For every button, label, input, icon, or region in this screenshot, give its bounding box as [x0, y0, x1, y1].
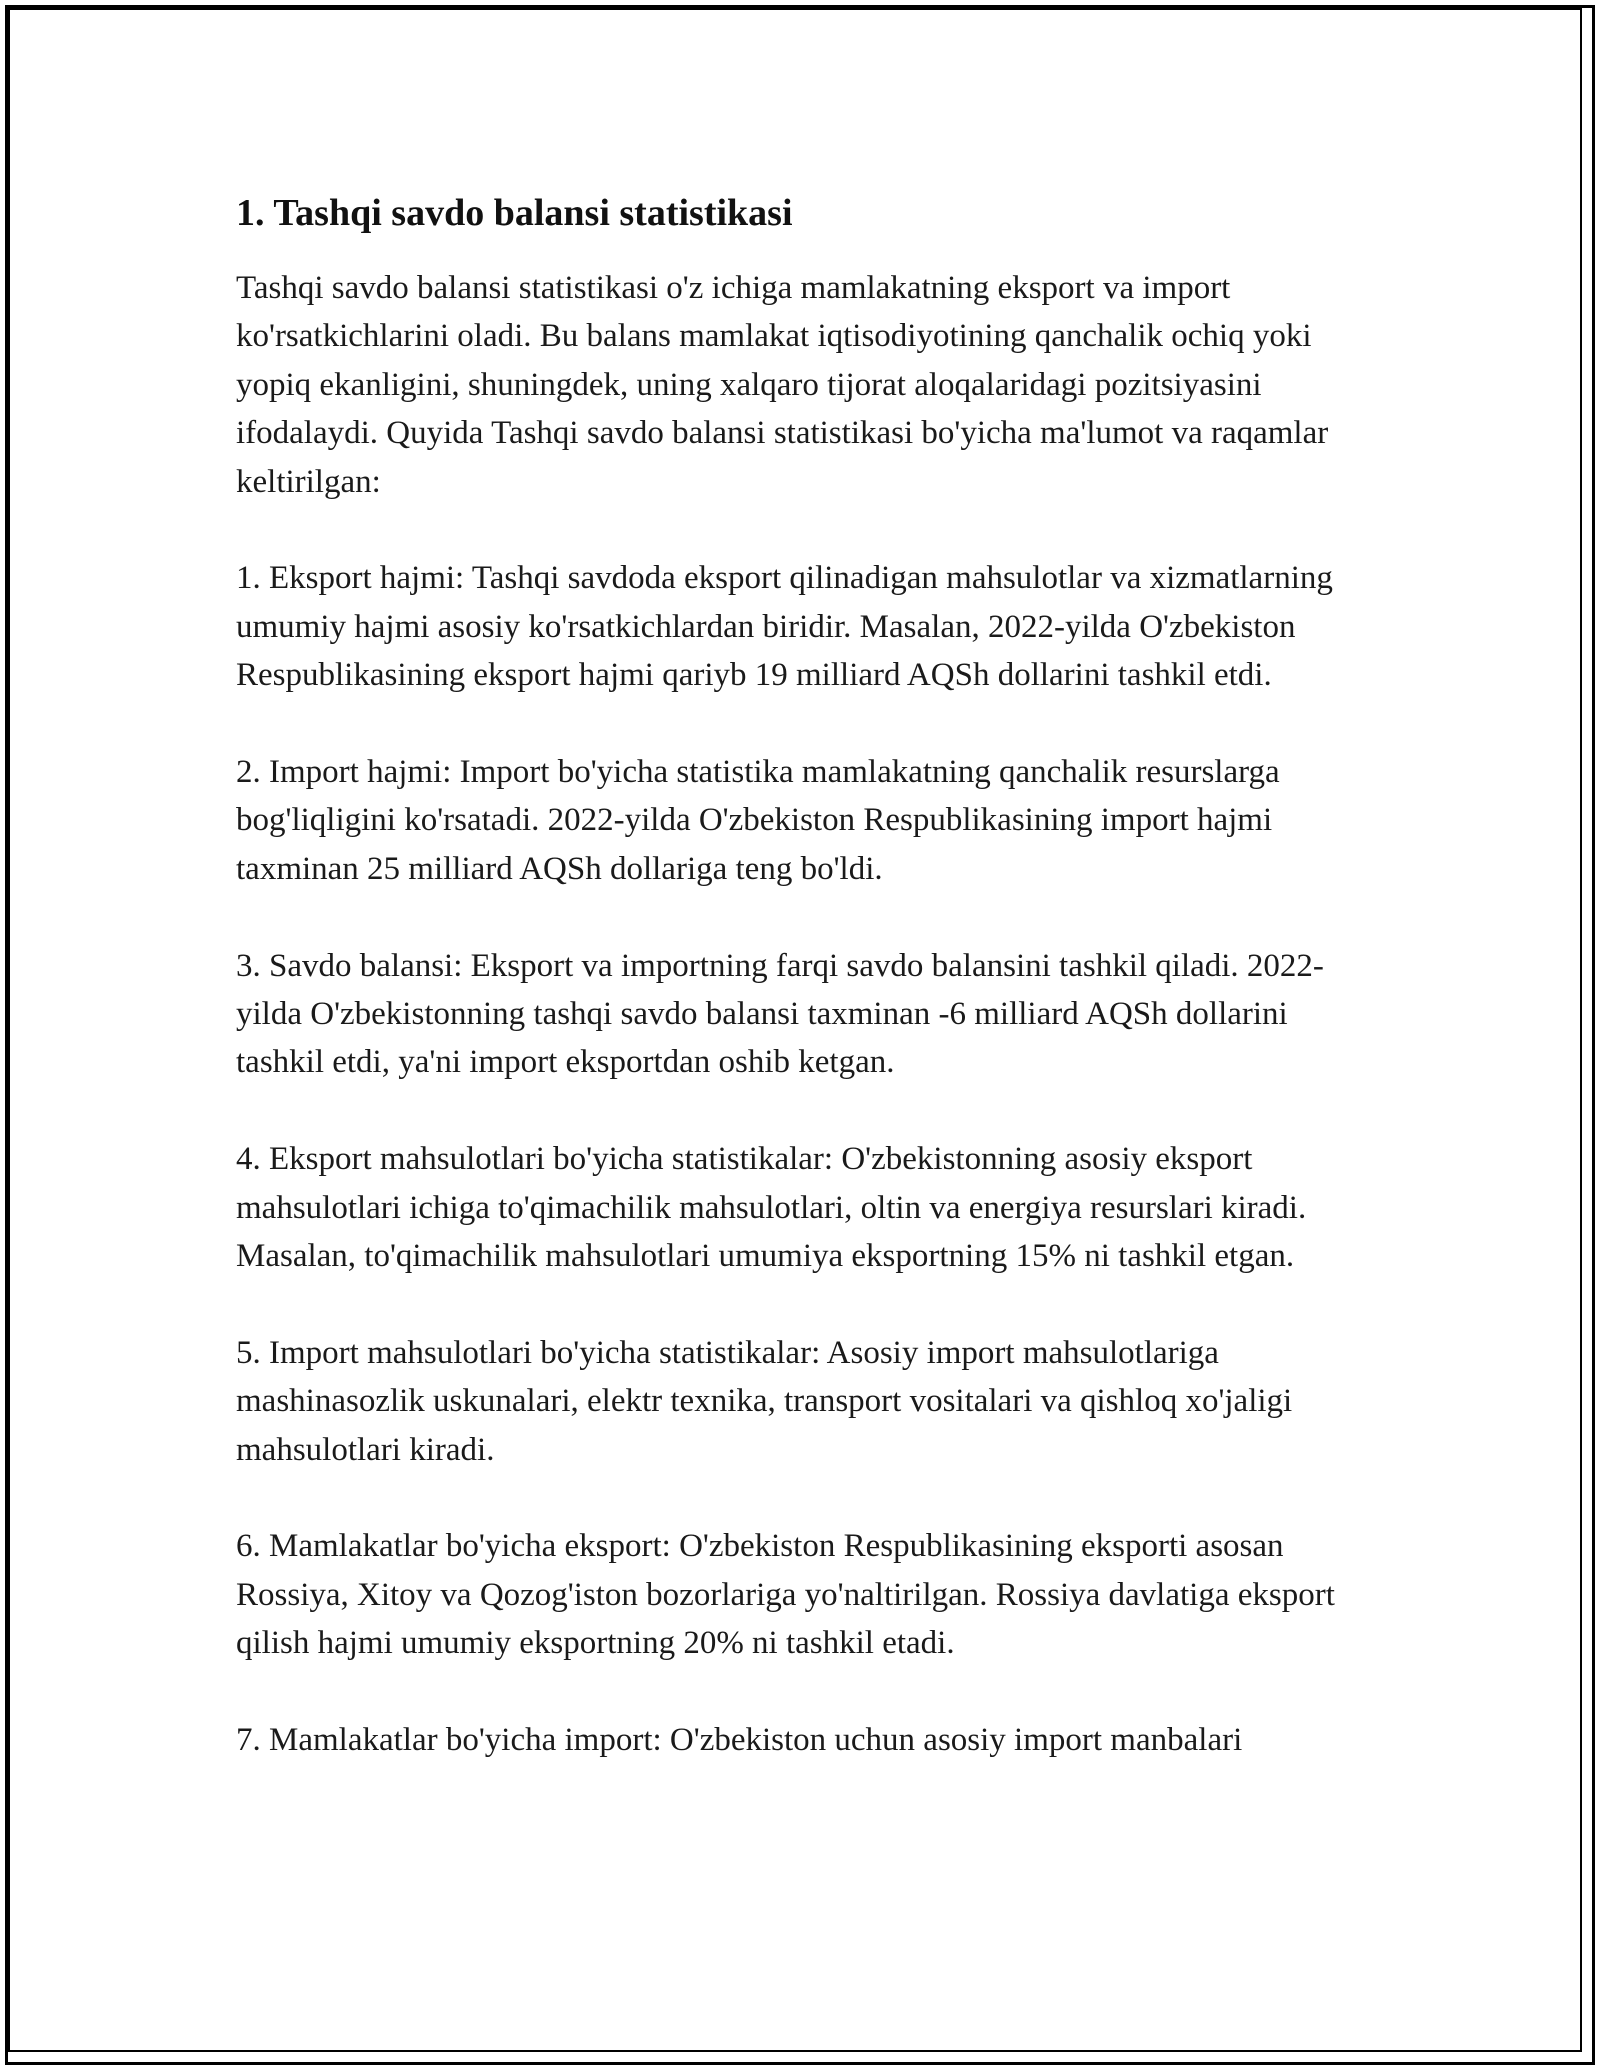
item-import-countries: 7. Mamlakatlar bo'yicha import: O'zbekiston uchun asosiy import manbalari	[236, 1722, 1243, 1759]
item-trade-balance: 3. Savdo balansi: Eksport va importning farqi savdo balansini tashkil qiladi. 2022-yilda O'zbekistonning tashqi savdo balansi taxminan -6 milliard AQSh dollarini tashkil etdi, ya'ni import eksportdan oshib ketgan.	[236, 947, 1324, 1081]
item-export-countries: 6. Mamlakatlar bo'yicha eksport: O'zbekiston Respublikasining eksporti asosan Rossiya, Xitoy va Qozog'iston bozorlariga yo'naltirilgan. Rossiya davlatiga eksport qilish hajmi umumiy eksportning 20% ni tashkil etadi.	[236, 1528, 1335, 1662]
section-heading: 1. Tashqi savdo balansi statistikasi	[236, 192, 793, 234]
item-import-volume: 2. Import hajmi: Import bo'yicha statistika mamlakatning qanchalik resurslarga bog'liqligini ko'rsatadi. 2022-yilda O'zbekiston Respublikasining import hajmi taxminan 25 milliard AQSh dollariga teng bo'ldi.	[236, 754, 1280, 887]
intro-paragraph: Tashqi savdo balansi statistikasi o'z ichiga mamlakatning eksport va import ko'rsatkichlarini oladi. Bu balans mamlakat iqtisodiyotining qanchalik ochiq yoki yopiq ekanligini, shuningdek, uning xalqaro tijorat aloqalaridagi pozitsiyasini ifodalaydi. Quyida Tashqi savdo balansi statistikasi bo'yicha ma'lumot va raqamlar keltirilgan:	[236, 270, 1329, 500]
document-body	[236, 190, 1376, 1764]
item-import-products: 5. Import mahsulotlari bo'yicha statistikalar: Asosiy import mahsulotlariga mashinasozlik uskunalari, elektr texnika, transport vositalari va qishloq xo'jaligi mahsulotlari kiradi.	[236, 1334, 1293, 1468]
item-export-products: 4. Eksport mahsulotlari bo'yicha statistikalar: O'zbekistonning asosiy eksport mahsulotlari ichiga to'qimachilik mahsulotlari, oltin va energiya resurslari kiradi. Masalan, to'qimachilik mahsulotlari umumiya eksportning 15% ni tashkil etgan.	[236, 1141, 1307, 1275]
item-export-volume: 1. Eksport hajmi: Tashqi savdoda eksport qilinadigan mahsulotlar va xizmatlarning umumiy hajmi asosiy ko'rsatkichlardan biridir. Masalan, 2022-yilda O'zbekiston Respublikasining eksport hajmi qariyb 19 milliard AQSh dollarini tashkil etdi.	[236, 560, 1333, 694]
